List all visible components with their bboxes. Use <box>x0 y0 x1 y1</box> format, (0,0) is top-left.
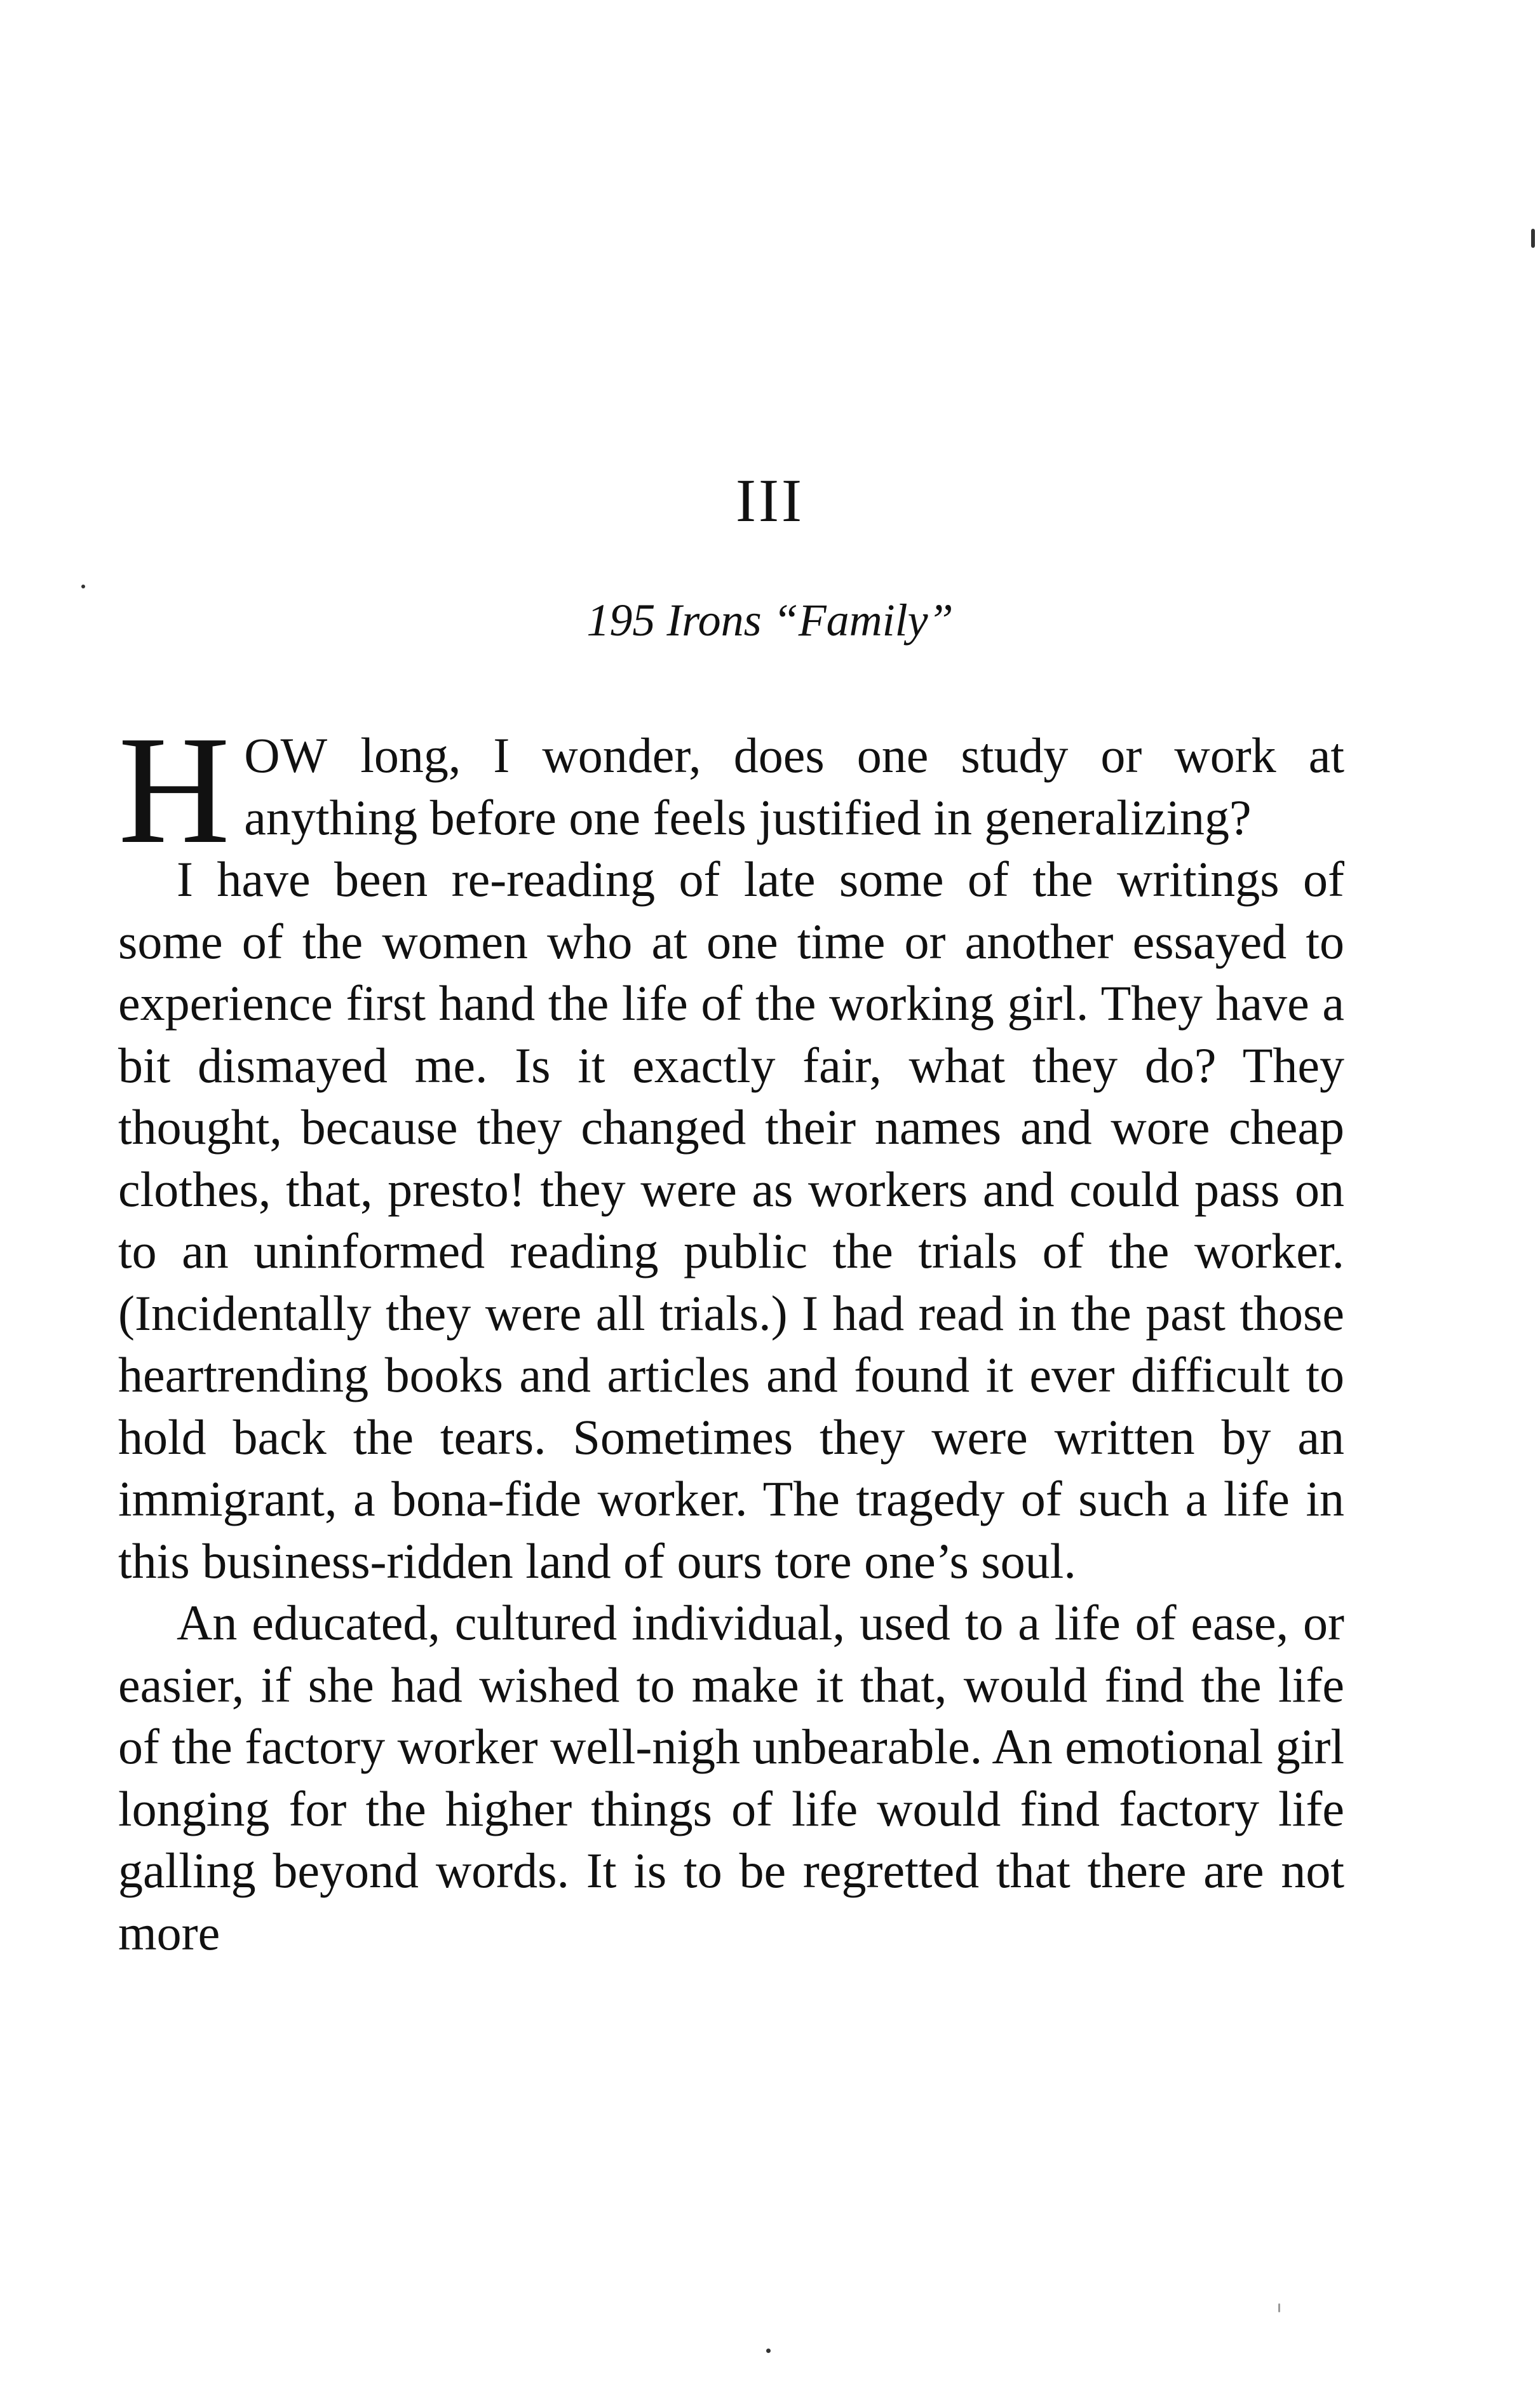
body-text <box>118 704 1344 1963</box>
chapter-number: III <box>736 466 804 534</box>
paragraph-1 <box>118 704 1344 876</box>
scan-speck <box>1531 229 1535 248</box>
scan-speck <box>81 585 85 588</box>
paragraph-1-text: long, I wonder, does one study or work at anything before one feels justified in generalizing? <box>244 728 1344 845</box>
drop-cap: H <box>118 704 231 876</box>
lead-caps: OW <box>244 728 328 783</box>
scan-speck <box>766 2349 771 2353</box>
chapter-title: 195 Irons “Family” <box>586 595 954 646</box>
scan-speck <box>1278 2303 1280 2312</box>
paragraph-3: An educated, cultured individual, used to a life of ease, or easier, if she had wished to make it that, would find the life of the factory worker well-nigh unbearable. An emotional girl longing for the higher things of life would find factory life galling beyond words. It is to be regretted that there are not more <box>118 1595 1344 1960</box>
paragraph-2: I have been re-reading of late some of the writings of some of the women who at one time or another essayed to experience first hand the life of the working girl. They have a bit dismayed me. Is it exactly fair, what they do? They thought, because they changed their names and wore cheap clothes, that, presto! they were as workers and could pass on to an uninformed reading public the trials of the worker. (Incidentally they were all trials.) I had read in the past those heartrending books and articles and found it ever difficult to hold back the tears. Sometimes they were written by an immigrant, a bona-fide worker. The tragedy of such a life in this business-ridden land of ours tore one’s soul. <box>118 851 1344 1589</box>
